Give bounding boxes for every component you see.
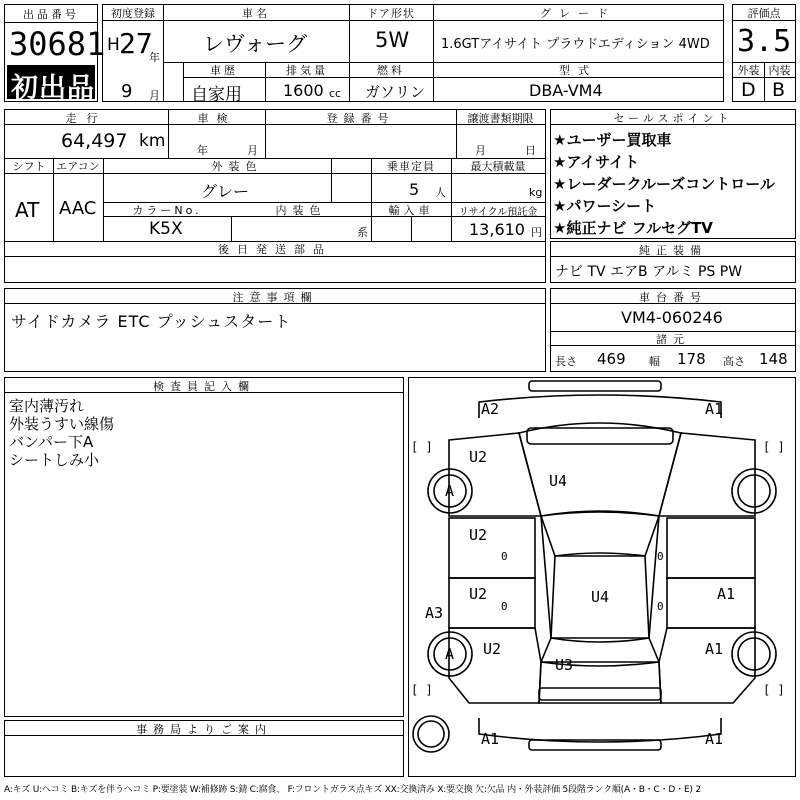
inspector-line: シートしみ小 <box>9 451 100 469</box>
recycle-unit: 円 <box>531 226 542 239</box>
damage-mark: U4 <box>591 588 610 606</box>
notes-label: 注意事項欄 <box>232 291 318 304</box>
sales-point-item: ★純正ナビ フルセグTV <box>553 219 713 237</box>
transfer-day-unit: 日 <box>525 144 536 157</box>
capacity: 5 <box>409 180 420 199</box>
history: 自家用 <box>191 85 242 105</box>
interior-color-label: 内装色 <box>275 204 327 217</box>
year-unit: 年 <box>149 51 160 64</box>
door-type: 5W <box>375 28 410 52</box>
vehicle-header-box <box>102 4 724 105</box>
car-name: レヴォーグ <box>203 32 308 56</box>
height: 148 <box>759 350 788 368</box>
bracket-mark: [ ] <box>411 683 433 697</box>
sales-points-box <box>550 109 796 239</box>
shift: AT <box>15 198 40 222</box>
width: 178 <box>677 350 706 368</box>
transfer-label: 譲渡書類期限 <box>467 112 534 125</box>
color: グレー <box>201 182 250 201</box>
damage-mark: A1 <box>481 730 500 748</box>
width-label: 幅 <box>649 355 660 368</box>
mileage-unit: km <box>139 131 166 151</box>
exterior-label: 外装 <box>737 64 760 77</box>
damage-mark: U2 <box>483 640 502 658</box>
interior-color-unit: 系 <box>357 226 368 239</box>
equipment-label: 純正装備 <box>639 244 707 257</box>
model-label: 型式 <box>559 64 597 77</box>
chassis-box <box>550 288 796 372</box>
load-unit: kg <box>529 186 543 199</box>
zero-mark: 0 <box>501 550 508 563</box>
fuel-label: 燃料 <box>377 64 405 77</box>
damage-mark: A1 <box>705 400 724 418</box>
interior-grade: B <box>772 79 786 101</box>
capacity-unit: 人 <box>435 186 446 199</box>
exterior-grade: D <box>741 79 756 101</box>
info-box <box>4 109 546 283</box>
sales-point-item: ★パワーシート <box>553 197 657 215</box>
grade-label: グレード <box>540 7 616 20</box>
notes-value: サイドカメラ ETC プッシュスタート <box>11 312 292 331</box>
door-label: ドア形状 <box>367 7 415 20</box>
inspection-label: 車検 <box>197 112 236 125</box>
displacement-unit: cc <box>329 87 342 100</box>
mileage: 64,497 <box>61 130 128 152</box>
lot-number: 30681 <box>9 25 106 63</box>
era: H <box>107 35 120 55</box>
specs-label: 諸元 <box>656 333 690 346</box>
office-box <box>4 720 404 777</box>
notes-box <box>4 288 546 372</box>
equipment-box <box>550 241 796 283</box>
model-code: DBA-VM4 <box>529 81 603 100</box>
damage-mark: U2 <box>469 585 488 603</box>
score-label: 評価点 <box>747 7 781 20</box>
inspector-line: 室内薄汚れ <box>9 397 85 415</box>
sales-point-item: ★アイサイト <box>553 153 640 171</box>
displacement-label: 排気量 <box>286 64 328 77</box>
recycle: 13,610 <box>469 220 525 239</box>
history-label: 車歴 <box>210 64 238 77</box>
inspector-line: 外装うすい線傷 <box>9 415 115 433</box>
reg-month: 9 <box>121 81 133 102</box>
month-unit: 月 <box>149 89 160 102</box>
bracket-mark: [ ] <box>763 683 785 697</box>
damage-mark: U2 <box>469 526 488 544</box>
damage-mark: A3 <box>425 604 444 622</box>
sales-point-item: ★ユーザー買取車 <box>553 131 672 149</box>
damage-mark: A <box>445 645 455 663</box>
inspector-box <box>4 377 404 717</box>
first-listing-label: 初出品 <box>11 73 95 104</box>
reg-label: 初度登録 <box>111 7 155 20</box>
mileage-label: 走行 <box>65 112 108 125</box>
bracket-mark: [ ] <box>411 440 433 454</box>
load-label: 最大積載量 <box>470 160 526 173</box>
damage-mark: A1 <box>705 640 724 658</box>
inspector-line: バンパー下A <box>9 433 94 451</box>
damage-mark: U3 <box>555 656 574 674</box>
reg-year: 27 <box>119 27 153 60</box>
capacity-label: 乗車定員 <box>387 160 435 173</box>
inspection-month-unit: 月 <box>247 144 258 157</box>
inspector-label: 検査員記入欄 <box>153 380 255 393</box>
damage-mark: A2 <box>481 400 500 418</box>
grade: 1.6GTアイサイト プラウドエディション 4WD <box>441 37 710 52</box>
length-label: 長さ <box>555 355 577 368</box>
lot-label: 出品番号 <box>23 8 79 21</box>
plate-label: 登録番号 <box>326 112 395 125</box>
sales-point-item: ★レーダークルーズコントロール <box>553 175 775 193</box>
damage-mark: U2 <box>469 448 488 466</box>
score: 3.5 <box>737 24 792 59</box>
ac-label: エアコン <box>56 160 100 173</box>
damage-mark: A1 <box>717 585 736 603</box>
height-label: 高さ <box>723 355 745 368</box>
inspection-year-unit: 年 <box>197 144 208 157</box>
damage-mark: U4 <box>549 472 568 490</box>
zero-mark: 0 <box>657 550 664 563</box>
car-outline <box>409 378 795 776</box>
legend: A:キズ U:ヘコミ B:キズを伴うヘコミ P:要塗装 W:補修跡 S:錆 C:腐食、 F:フロントガラス点キズ XX:交換済み X:要交換 欠:欠品 内・外装評価 5段階ランク順(A・B・C・D・E) 2 <box>4 785 701 795</box>
shift-label: シフト <box>12 160 46 173</box>
car-name-label: 車名 <box>242 7 270 20</box>
transfer-month-unit: 月 <box>475 144 486 157</box>
sales-points-label: セールスポイント <box>613 112 733 125</box>
displacement: 1600 <box>283 81 324 100</box>
color-no-label: カラーNo. <box>132 204 202 217</box>
damage-mark: A1 <box>705 730 724 748</box>
chassis-label: 車台番号 <box>639 291 707 304</box>
later-parts-label: 後日発送部品 <box>218 243 332 256</box>
damage-mark: A <box>445 482 455 500</box>
equipment-value: ナビ TV エアB アルミ PS PW <box>555 264 743 280</box>
zero-mark: 0 <box>657 600 664 613</box>
bracket-mark: [ ] <box>763 440 785 454</box>
ac: AAC <box>59 198 97 219</box>
zero-mark: 0 <box>501 600 508 613</box>
office-label: 事務局よりご案内 <box>136 723 272 736</box>
import-label: 輸入車 <box>388 204 434 217</box>
color-label: 外装色 <box>211 160 263 173</box>
chassis-number: VM4-060246 <box>621 308 723 327</box>
length: 469 <box>597 350 626 368</box>
lot-box <box>4 4 106 104</box>
interior-label: 内装 <box>768 64 791 77</box>
score-box <box>732 4 796 102</box>
recycle-label: リサイクル預託金 <box>458 207 538 218</box>
color-no: K5X <box>149 219 183 239</box>
fuel: ガソリン <box>365 83 426 101</box>
damage-diagram <box>408 377 796 777</box>
first-listing-badge <box>7 65 95 104</box>
